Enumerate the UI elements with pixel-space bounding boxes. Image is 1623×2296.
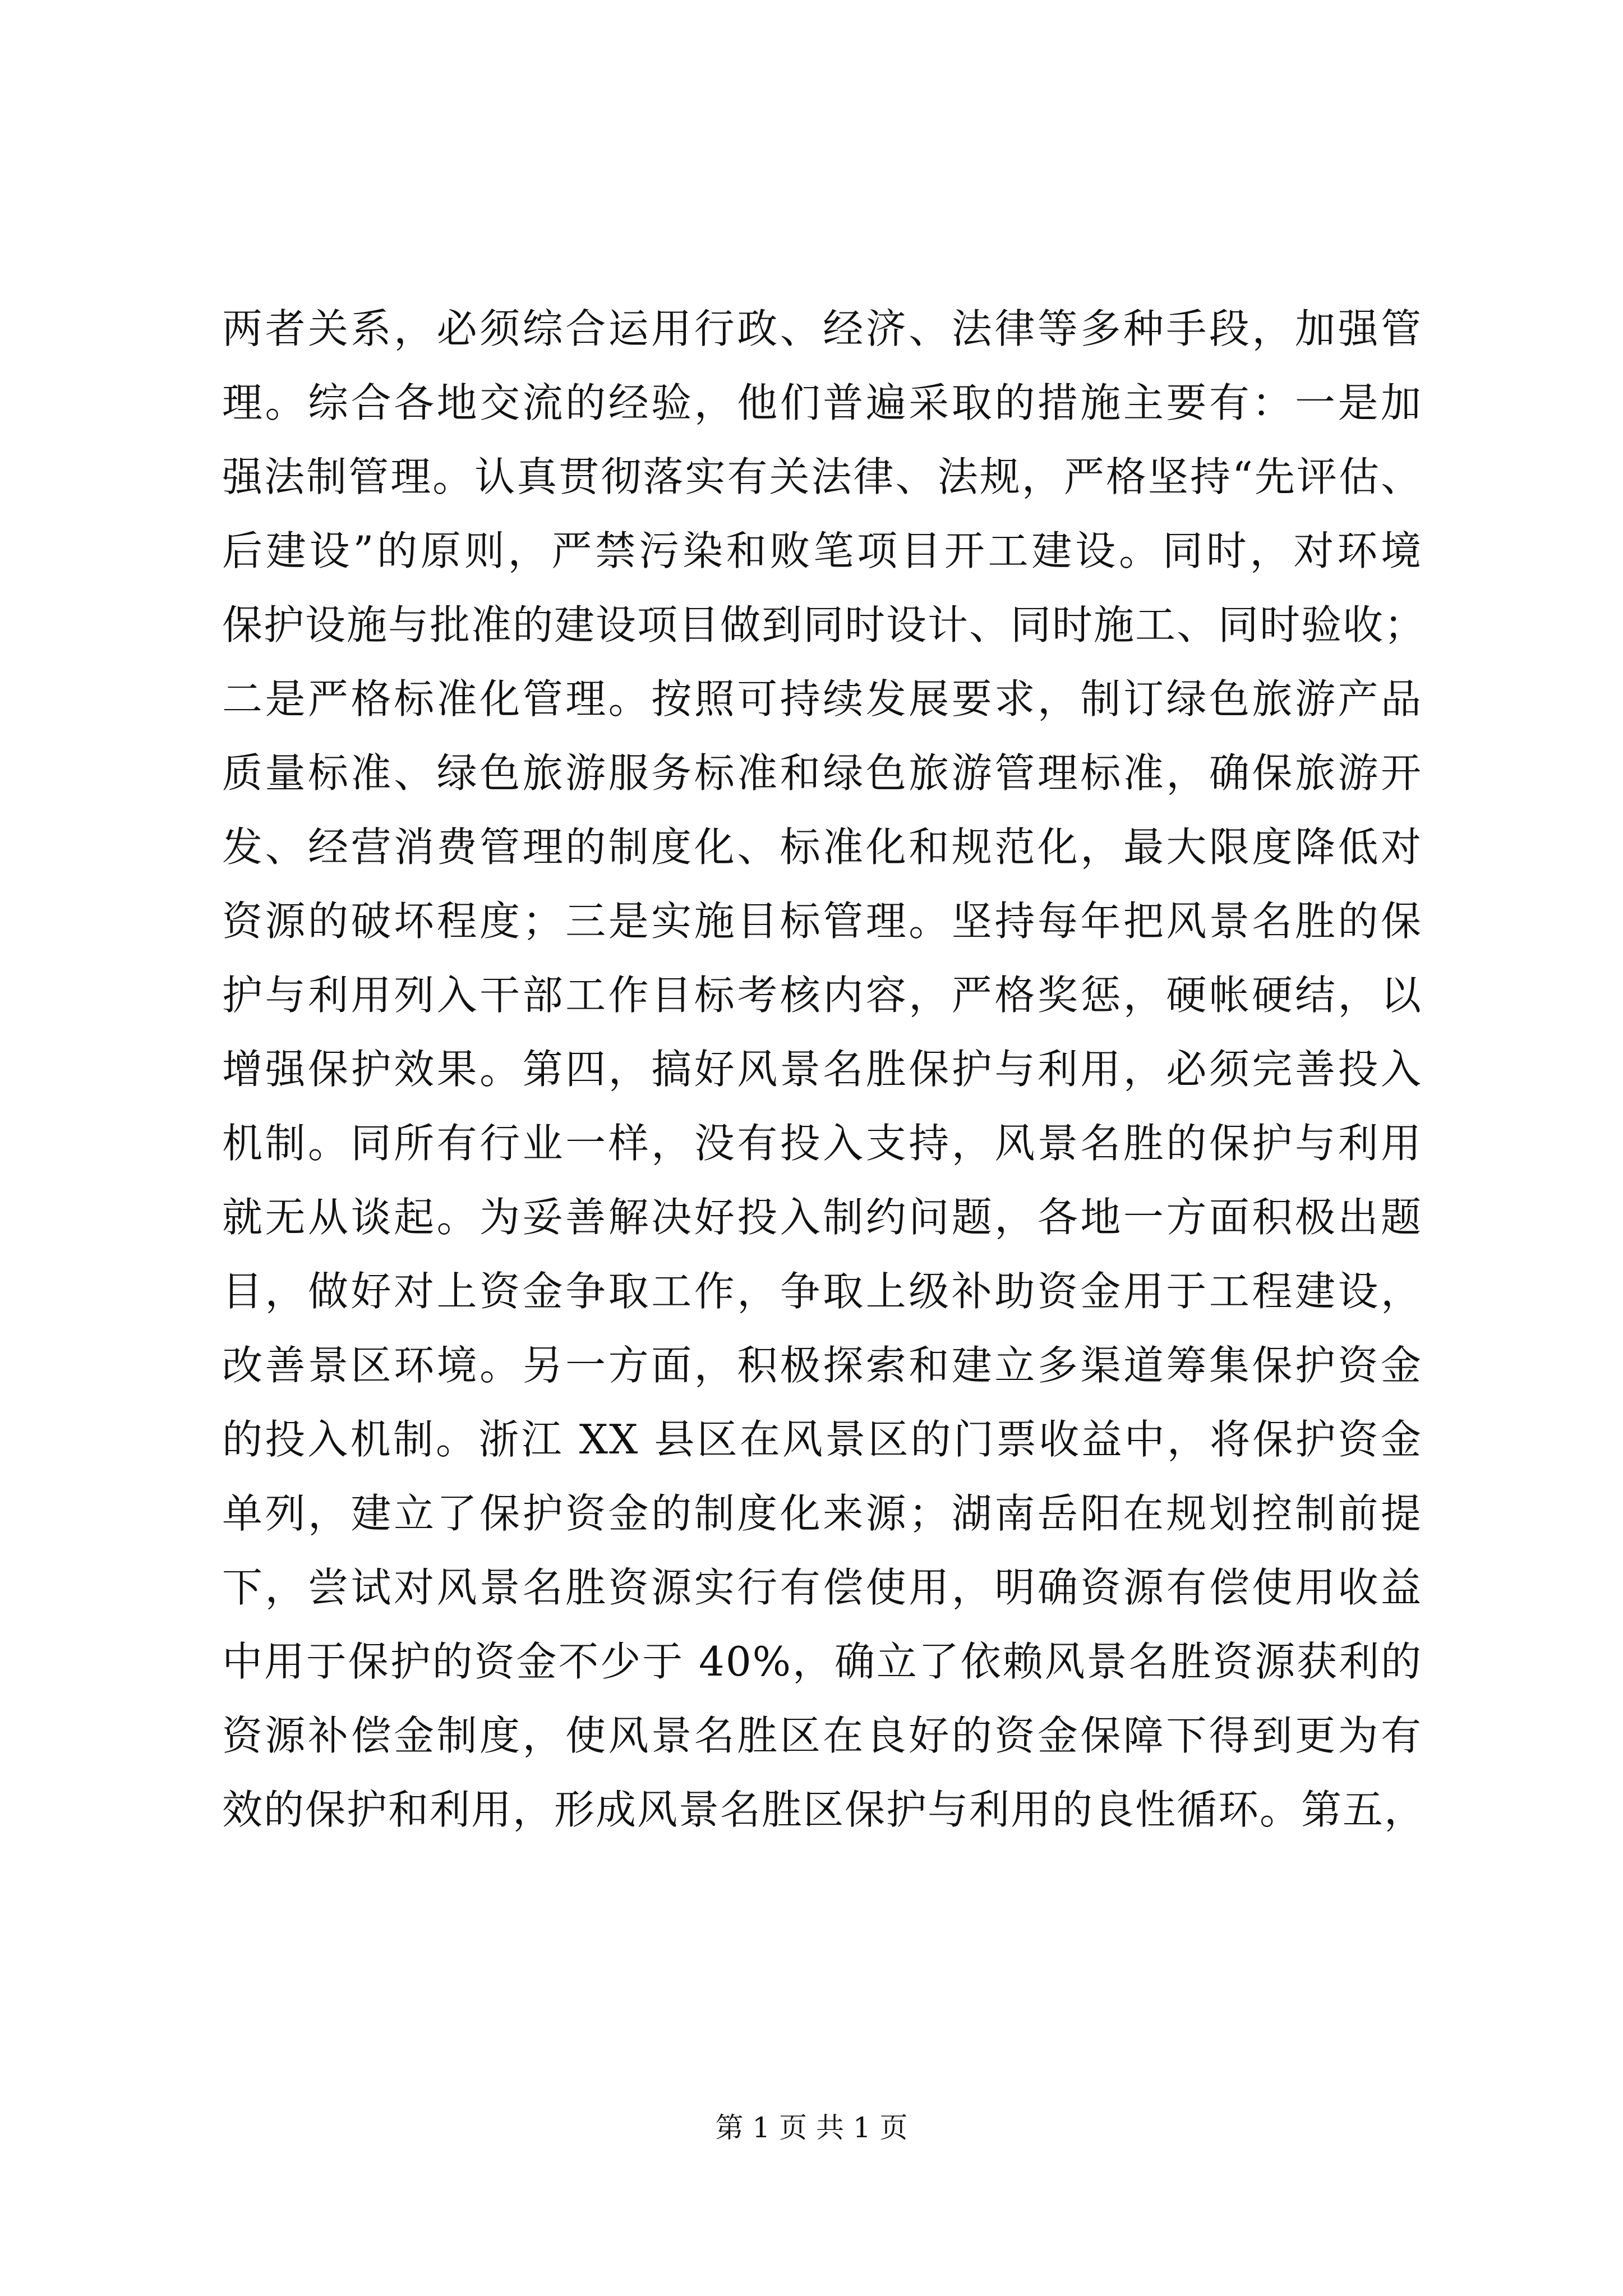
- text-line: 护与利用列入干部工作目标考核内容，严格奖惩，硬帐硬结，以: [222, 972, 1422, 1019]
- text-line: 资源的破坏程度；三是实施目标管理。坚持每年把风景名胜的保: [222, 898, 1422, 945]
- text-line: 改善景区环境。另一方面，积极探索和建立多渠道筹集保护资金: [222, 1342, 1422, 1389]
- text-line: 二是严格标准化管理。按照可持续发展要求，制订绿色旅游产品: [222, 675, 1422, 723]
- body-text: [222, 292, 1426, 1847]
- text-line: 资源补偿金制度，使风景名胜区在良好的资金保障下得到更为有: [222, 1712, 1422, 1759]
- text-line: 增强保护效果。第四，搞好风景名胜保护与利用，必须完善投入: [222, 1046, 1422, 1093]
- text-line: 发、经营消费管理的制度化、标准化和规范化，最大限度降低对: [222, 823, 1422, 871]
- text-line: 两者关系，必须综合运用行政、经济、法律等多种手段，加强管: [222, 305, 1422, 352]
- text-line: 机制。同所有行业一样，没有投入支持，风景名胜的保护与利用: [222, 1120, 1422, 1167]
- text-line: 目，做好对上资金争取工作，争取上级补助资金用于工程建设，: [222, 1268, 1422, 1315]
- text-line: 理。综合各地交流的经验，他们普遍采取的措施主要有：一是加: [222, 379, 1422, 426]
- text-line: 单列，建立了保护资金的制度化来源；湖南岳阳在规划控制前提: [222, 1490, 1422, 1537]
- text-line: 强法制管理。认真贯彻落实有关法律、法规，严格坚持“先评估、: [222, 453, 1422, 500]
- text-line: 下，尝试对风景名胜资源实行有偿使用，明确资源有偿使用收益: [222, 1564, 1422, 1611]
- text-line: 中用于保护的资金不少于 40%，确立了依赖风景名胜资源获利的: [222, 1638, 1422, 1685]
- page-number-footer: 第 1 页 共 1 页: [715, 2111, 908, 2144]
- text-line: 效的保护和利用，形成风景名胜区保护与利用的良性循环。第五，: [222, 1786, 1426, 1833]
- text-line: 的投入机制。浙江 XX 县区在风景区的门票收益中，将保护资金: [222, 1416, 1422, 1463]
- text-line: 就无从谈起。为妥善解决好投入制约问题，各地一方面积极出题: [222, 1194, 1422, 1241]
- text-line: 后建设”的原则，严禁污染和败笔项目开工建设。同时，对环境: [222, 527, 1422, 574]
- text-line: 保护设施与批准的建设项目做到同时设计、同时施工、同时验收；: [222, 601, 1426, 648]
- text-line: 质量标准、绿色旅游服务标准和绿色旅游管理标准，确保旅游开: [222, 749, 1422, 797]
